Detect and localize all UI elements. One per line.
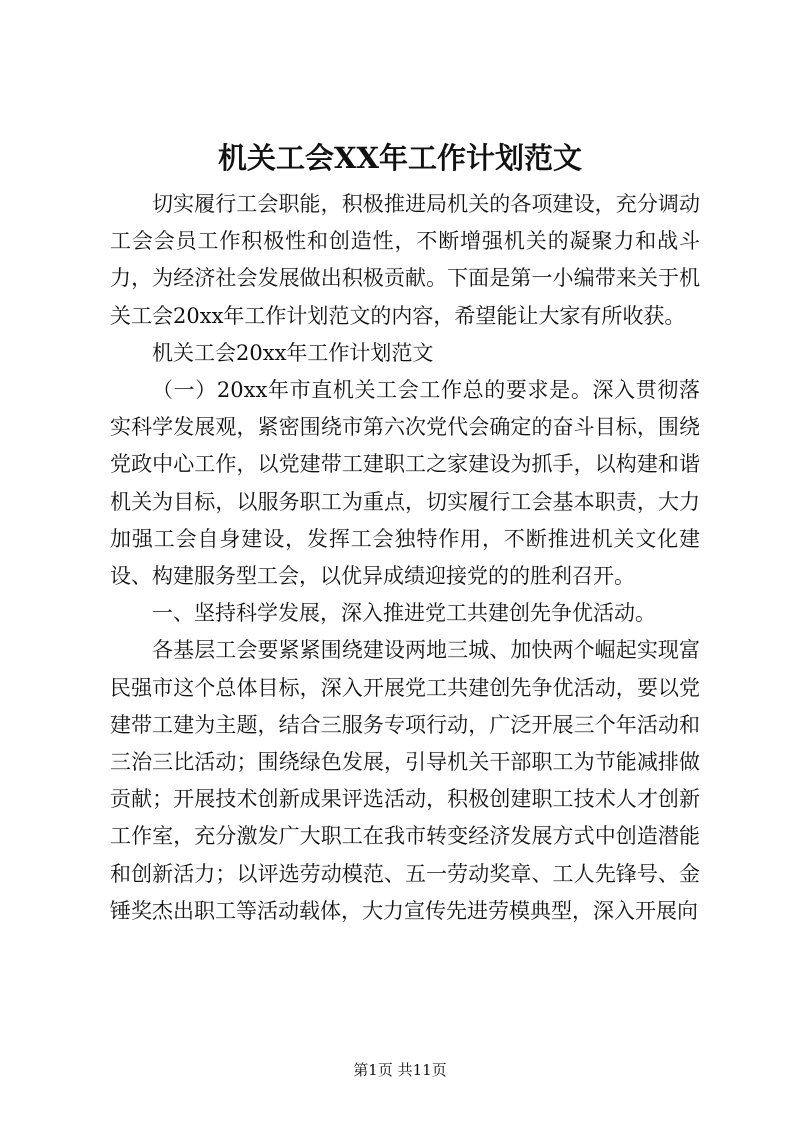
paragraph-section-body: 各基层工会要紧紧围绕建设两地三城、加快两个崛起实现富民强市这个总体目标，深入开展党工共建创先争优活动，要以党建带工建为主题，结合三服务专项行动，广泛开展三个年活动和三治三比活动；围绕绿色发展，引导机关干部职工为节能减排做贡献；开展技术创新成果评选活动，积极创建职工技术人才创新工作室，充分激发广大职工在我市转变经济发展方式中创造潜能和创新活力；以评选劳动模范、五一劳动奖章、工人先锋号、金锤奖杰出职工等活动载体，大力宣传先进劳模典型，深入开展向: [110, 638, 700, 923]
document-title: 机关工会XX年工作计划范文: [217, 141, 582, 175]
paragraph-intro: 切实履行工会职能，积极推进局机关的各项建设，充分调动工会会员工作积极性和创造性，不断增强机关的凝聚力和战斗力，为经济社会发展做出积极贡献。下面是第一小编带来关于机关工会20xx年工作计划范文的内容，希望能让大家有所收获。: [110, 192, 700, 328]
paragraph-overall-requirements: （一）20xx年市直机关工会工作总的要求是。深入贯彻落实科学发展观，紧密围绕市第六次党代会确定的奋斗目标，围绕党政中心工作，以党建带工建职工之家建设为抓手，以构建和谐机关为目标，以服务职工为重点，切实履行工会基本职责，大力加强工会自身建设，发挥工会独特作用，不断推进机关文化建设、构建服务型工会，以优异成绩迎接党的的胜利召开。: [110, 378, 700, 589]
page-footer: 第1页 共11页: [353, 1061, 447, 1079]
paragraph-section-heading: 一、坚持科学发展，深入推进党工共建创先争优活动。: [152, 601, 656, 626]
paragraph-subtitle: 机关工会20xx年工作计划范文: [152, 340, 434, 365]
document-body: [110, 186, 700, 930]
